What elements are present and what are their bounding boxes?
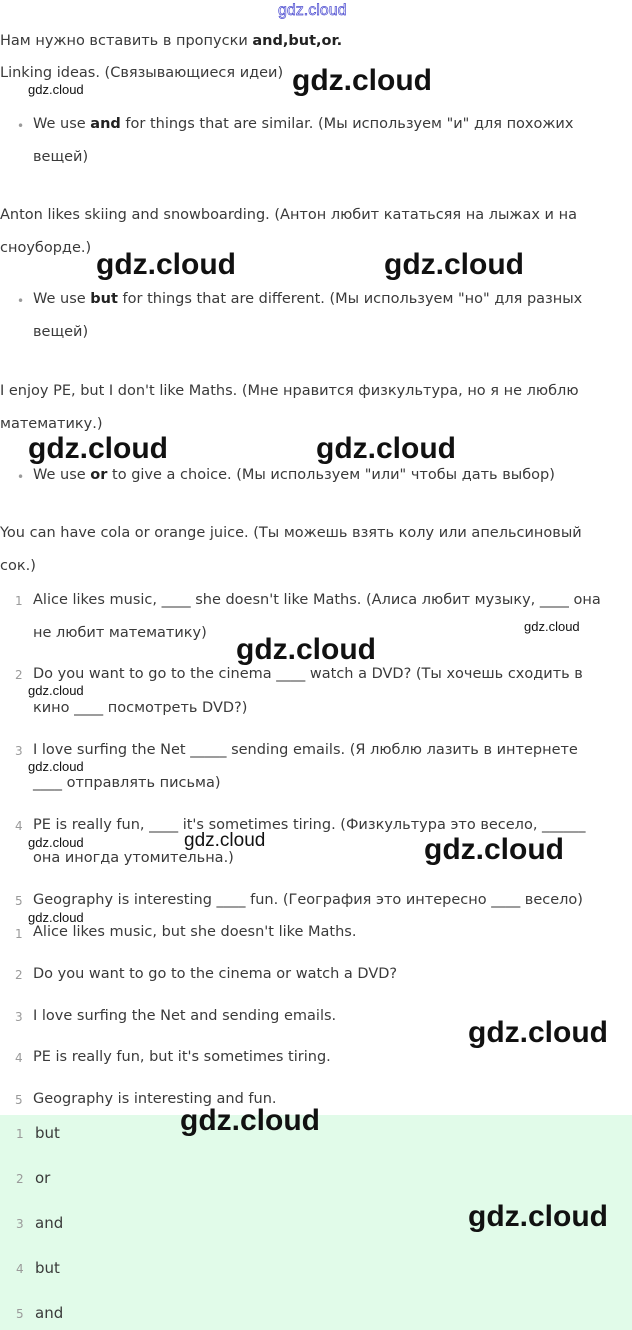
watermark: gdz.cloud	[468, 1200, 608, 1233]
rule-word: and	[90, 116, 121, 132]
rule-word: or	[90, 467, 108, 483]
example-or-line2: сок.)	[0, 558, 36, 574]
task-line2: ____ отправлять письма)	[33, 775, 221, 791]
task-line2: кино ____ посмотреть DVD?)	[33, 700, 248, 716]
watermark: gdz.cloud	[28, 759, 84, 774]
filled-number: 4	[15, 1051, 23, 1065]
watermark: gdz.cloud	[28, 683, 84, 698]
task-line2: она иногда утомительна.)	[33, 850, 234, 866]
task-line1: I love surfing the Net _____ sending emails. (Я люблю лазить в интернете	[33, 742, 578, 758]
task-line1: Alice likes music, ____ she doesn't like Maths. (Алиса любит музыку, ____ она	[33, 592, 601, 608]
task-line1: PE is really fun, ____ it's sometimes tiring. (Физкультура это весело, ______	[33, 817, 586, 833]
answer-number: 5	[16, 1307, 24, 1321]
watermark: gdz.cloud	[28, 910, 84, 925]
rule-pre: We use	[33, 291, 91, 307]
answer-number: 2	[16, 1172, 24, 1186]
example-or: You can have cola or orange juice. (Ты можешь взять колу или апельсиновый	[0, 525, 582, 541]
rule-but	[33, 291, 582, 307]
watermark: gdz.cloud	[28, 82, 84, 97]
rule-and-line2: вещей)	[33, 149, 89, 165]
task-number: 5	[15, 894, 23, 908]
watermark: gdz.cloud	[292, 64, 432, 97]
answer-word: but	[35, 1259, 60, 1277]
watermark: gdz.cloud	[384, 248, 524, 281]
rule-but-line2: вещей)	[33, 324, 89, 340]
filled-sentence: Do you want to go to the cinema or watch a DVD?	[33, 966, 398, 982]
answer-word: and	[35, 1304, 64, 1322]
filled-number: 5	[15, 1093, 23, 1107]
bullet-dot-icon: •	[17, 470, 25, 484]
intro-line	[0, 33, 342, 49]
watermark: gdz.cloud	[316, 432, 456, 465]
rule-word: but	[90, 291, 118, 307]
answer-word: or	[35, 1169, 51, 1187]
task-line2: не любит математику)	[33, 625, 207, 641]
rule-and	[33, 116, 573, 132]
task-line1: Do you want to go to the cinema ____ watch a DVD? (Ты хочешь сходить в	[33, 666, 583, 682]
watermark: gdz.cloud	[180, 1104, 320, 1137]
example-but: I enjoy PE, but I don't like Maths. (Мне нравится физкультура, но я не люблю	[0, 383, 579, 399]
task-number: 2	[15, 668, 23, 682]
filled-number: 2	[15, 968, 23, 982]
watermark: gdz.cloud	[28, 835, 84, 850]
task-number: 4	[15, 819, 23, 833]
filled-sentence: Geography is interesting and fun.	[33, 1091, 277, 1107]
rule-post: for things that are different. (Мы используем "но" для разных	[117, 291, 583, 307]
watermark-top: gdz.cloud	[278, 2, 347, 19]
filled-sentence: I love surfing the Net and sending emails.	[33, 1008, 337, 1024]
rule-post: to give a choice. (Мы используем "или" чтобы дать выбор)	[107, 467, 555, 483]
answer-number: 3	[16, 1217, 24, 1231]
watermark: gdz.cloud	[96, 248, 236, 281]
filled-number: 3	[15, 1010, 23, 1024]
answer-number: 1	[16, 1127, 24, 1141]
intro-prefix: Нам нужно вставить в пропуски	[0, 33, 253, 49]
filled-sentence: Alice likes music, but she doesn't like Maths.	[33, 924, 357, 940]
bullet-dot-icon: •	[17, 294, 25, 308]
rule-pre: We use	[33, 467, 91, 483]
task-line1: Geography is interesting ____ fun. (География это интересно ____ весело)	[33, 892, 583, 908]
intro-bold: and,but,or.	[252, 33, 343, 49]
watermark: gdz.cloud	[424, 833, 564, 866]
filled-number: 1	[15, 927, 23, 941]
watermark: gdz.cloud	[236, 633, 376, 666]
watermark: gdz.cloud	[524, 619, 580, 634]
example-and-line2: сноуборде.)	[0, 240, 92, 256]
rule-or	[33, 467, 555, 483]
example-but-line2: математику.)	[0, 416, 103, 432]
bullet-dot-icon: •	[17, 119, 25, 133]
linking-heading: Linking ideas. (Связывающиеся идеи)	[0, 65, 284, 81]
rule-pre: We use	[33, 116, 91, 132]
watermark: gdz.cloud	[468, 1016, 608, 1049]
answer-word: and	[35, 1214, 64, 1232]
task-number: 3	[15, 744, 23, 758]
answer-number: 4	[16, 1262, 24, 1276]
task-number: 1	[15, 594, 23, 608]
answer-word: but	[35, 1124, 60, 1142]
watermark: gdz.cloud	[28, 432, 168, 465]
filled-sentence: PE is really fun, but it's sometimes tiring.	[33, 1049, 331, 1065]
watermark: gdz.cloud	[184, 830, 266, 851]
example-and: Anton likes skiing and snowboarding. (Антон любит кататьсяя на лыжах и на	[0, 207, 577, 223]
rule-post: for things that are similar. (Мы используем "и" для похожих	[120, 116, 574, 132]
